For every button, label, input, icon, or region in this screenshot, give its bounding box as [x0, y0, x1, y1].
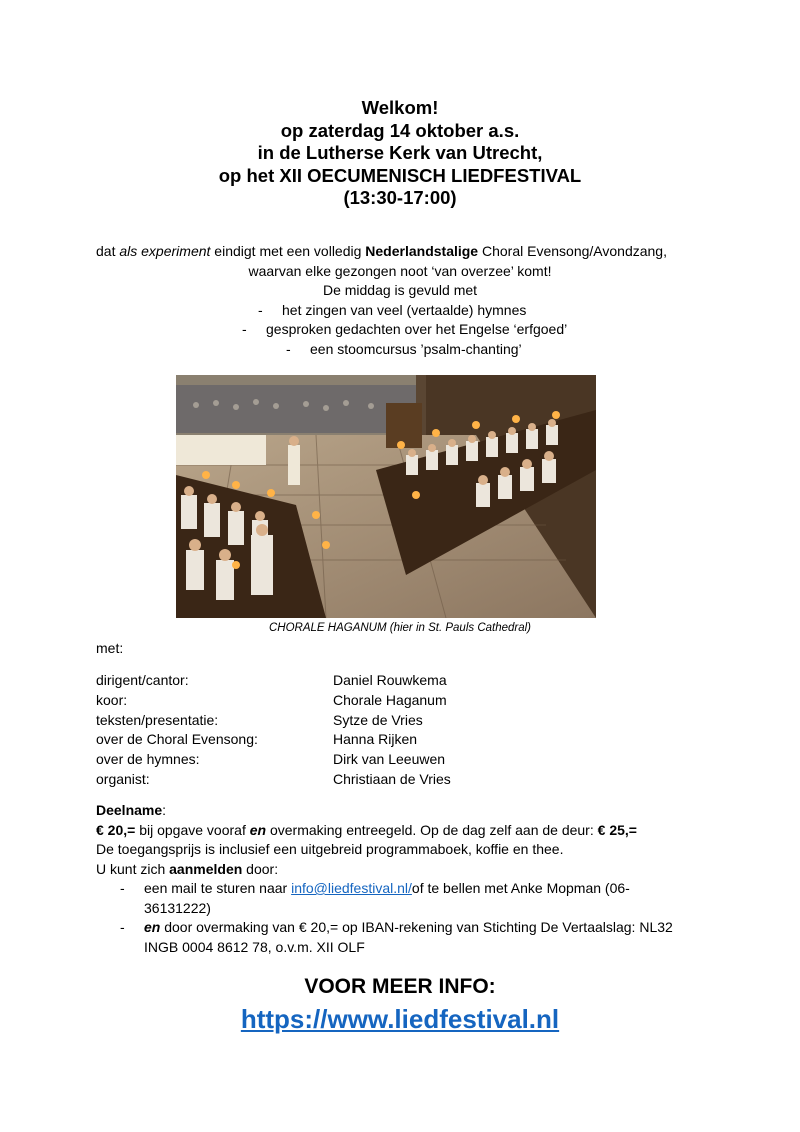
email-link[interactable]: info@liedfestival.nl/	[291, 880, 412, 896]
intro-line-2: waarvan elke gezongen noot ‘van overzee’ komt!	[248, 262, 552, 279]
credit-role: over de Choral Evensong:	[96, 731, 258, 748]
credit-name: Christiaan de Vries	[333, 770, 451, 787]
photo-caption: CHORALE HAGANUM (hier in St. Pauls Cathedral)	[268, 622, 532, 634]
dash-marker: -	[242, 321, 247, 337]
credits-list	[96, 671, 696, 790]
website-link-container	[0, 1004, 800, 1035]
intro-text	[0, 242, 800, 359]
intro-line-1: dat als experiment eindigt met een volledig Nederlandstalige Choral Evensong/Avondzang,	[96, 243, 667, 259]
website-link[interactable]: https://www.liedfestival.nl	[240, 1004, 560, 1034]
participation-includes: De toegangsprijs is inclusief een uitgebreid programmaboek, koffie en thee.	[96, 841, 564, 857]
program-list	[0, 301, 800, 360]
credit-role: over de hymnes:	[96, 751, 200, 768]
choir-photo-illustration	[176, 375, 596, 618]
dash-marker: -	[120, 880, 125, 896]
registration-option-mail: - een mail te sturen naar info@liedfestival.nl/of te bellen met Anke Mopman (06-36131222)	[120, 880, 630, 916]
participation-price-line: € 20,= bij opgave vooraf en overmaking entreegeld. Op de dag zelf aan de deur: € 25,=	[96, 821, 637, 838]
credit-role: koor:	[96, 691, 128, 708]
registration-intro: U kunt zich aanmelden door:	[96, 860, 279, 877]
participation-section	[96, 801, 696, 957]
participation-title: Deelname:	[96, 802, 167, 818]
registration-option-transfer: - en door overmaking van € 20,= op IBAN-rekening van Stichting De Vertaalslag: NL32 INGB 0004 8612 78, o.v.m. XII OLF	[120, 919, 673, 955]
choir-photo	[176, 375, 596, 618]
credit-row	[96, 711, 696, 731]
credit-name: Chorale Haganum	[333, 691, 447, 708]
list-item: - een stoomcursus ’psalm-chanting’	[0, 340, 800, 360]
credit-row	[96, 750, 696, 770]
dash-marker: -	[286, 340, 291, 357]
credit-role: organist:	[96, 770, 150, 787]
credit-role: teksten/presentatie:	[96, 711, 219, 728]
met-label: met:	[96, 640, 124, 656]
intro-line-3: De middag is gevuld met	[322, 282, 478, 298]
more-info-heading: VOOR MEER INFO:	[304, 975, 496, 998]
credit-role: dirigent/cantor:	[96, 672, 189, 688]
credit-name: Dirk van Leeuwen	[333, 751, 446, 768]
credit-row	[96, 691, 696, 711]
heading-event-name: op het XII OECUMENISCH LIEDFESTIVAL	[218, 164, 582, 186]
credit-name: Daniel Rouwkema	[333, 672, 447, 688]
dash-marker: -	[120, 919, 125, 935]
heading-date: op zaterdag 14 oktober a.s.	[280, 119, 520, 141]
credit-row	[96, 671, 696, 691]
heading-venue: in de Lutherse Kerk van Utrecht,	[257, 142, 543, 163]
list-item: - het zingen van veel (vertaalde) hymnes	[0, 301, 800, 321]
dash-marker: -	[258, 301, 263, 318]
list-item: - gesproken gedachten over het Engelse ‘erfgoed’	[0, 320, 800, 340]
heading-time: (13:30-17:00)	[343, 187, 457, 208]
credit-name: Sytze de Vries	[333, 711, 423, 728]
credit-row	[96, 770, 696, 790]
credit-name: Hanna Rijken	[333, 731, 418, 748]
event-heading	[0, 97, 800, 210]
heading-welcome: Welkom!	[361, 97, 439, 118]
credit-row	[96, 730, 696, 750]
